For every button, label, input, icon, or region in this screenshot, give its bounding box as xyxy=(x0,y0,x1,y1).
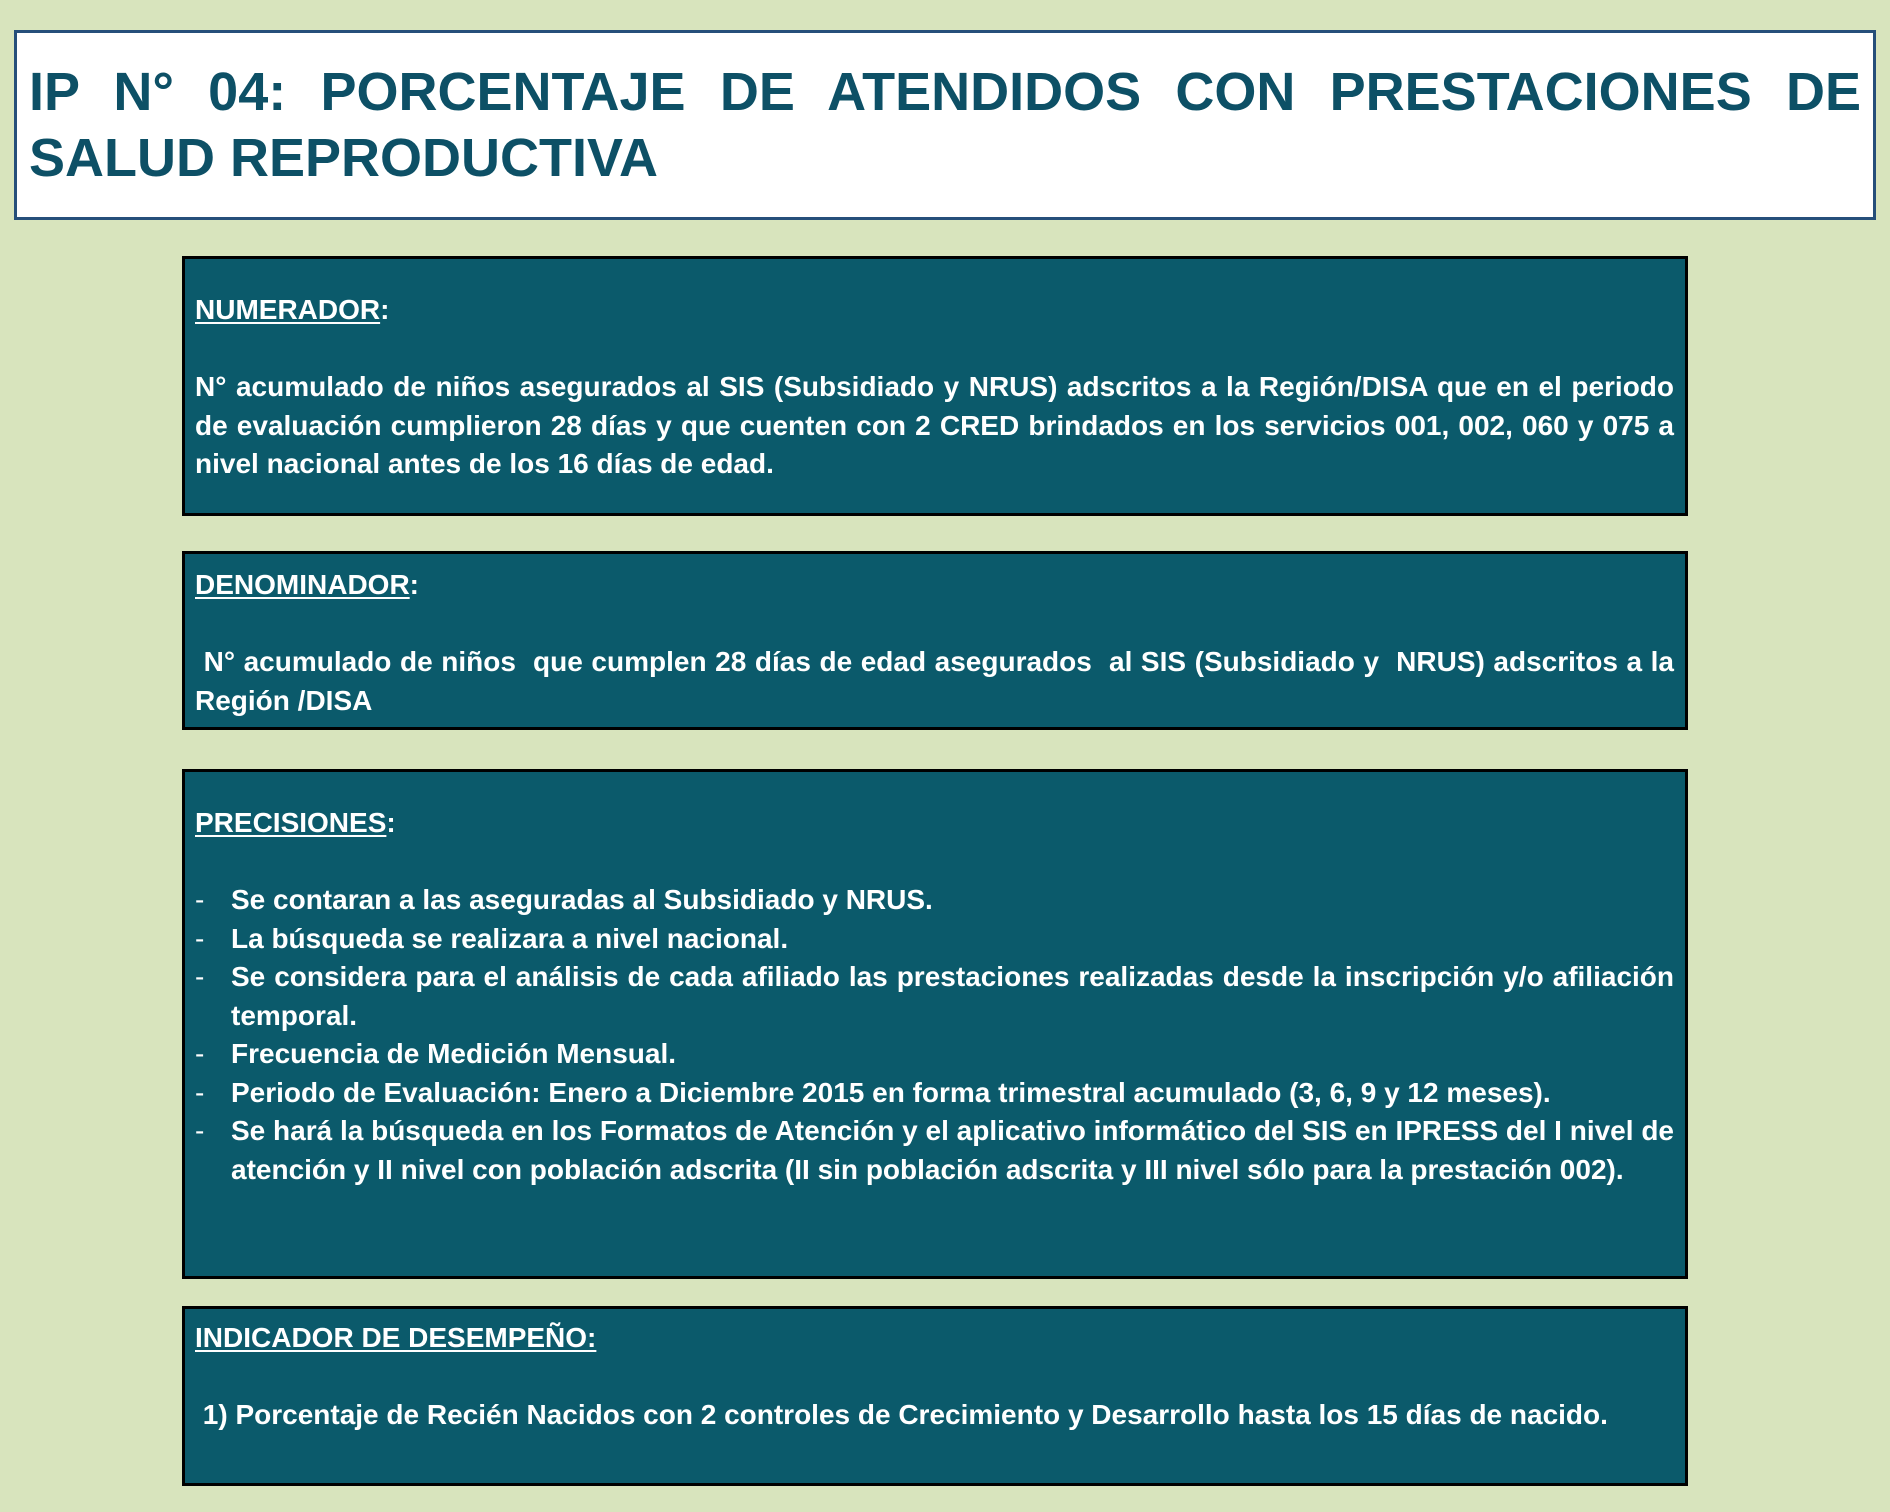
list-item xyxy=(195,958,1674,1035)
bullet-dash: - xyxy=(195,961,205,992)
precisiones-list xyxy=(195,881,1674,1189)
precisiones-heading: PRECISIONES xyxy=(195,807,387,838)
list-item xyxy=(195,920,1674,959)
list-item xyxy=(195,1074,1674,1113)
indicador-body: 1) Porcentaje de Recién Nacidos con 2 controles de Crecimiento y Desarrollo hasta los 15 días de nacido. xyxy=(195,1399,1608,1430)
list-item xyxy=(195,881,1674,920)
bullet-dash: - xyxy=(195,1115,205,1146)
bullet-dash: - xyxy=(195,884,205,915)
list-item-text: La búsqueda se realizara a nivel nacional. xyxy=(231,922,789,954)
precisiones-heading-line xyxy=(195,804,1674,843)
denominador-body: N° acumulado de niños que cumplen 28 días de edad asegurados al SIS (Subsidiado y NRUS) adscritos a la Región /DISA xyxy=(195,646,1682,716)
bullet-dash: - xyxy=(195,1038,205,1069)
numerador-heading-line xyxy=(195,291,1674,330)
precisiones-panel xyxy=(182,769,1688,1279)
denominador-heading: DENOMINADOR xyxy=(195,569,410,600)
indicador-panel xyxy=(182,1306,1688,1486)
list-item-text: Periodo de Evaluación: Enero a Diciembre 2015 en forma trimestral acumulado (3, 6, 9 y 12 meses). xyxy=(231,1076,1551,1108)
denominador-panel xyxy=(182,551,1688,730)
list-item xyxy=(195,1112,1674,1189)
indicador-heading-line xyxy=(195,1319,1674,1358)
list-item-text: Se contaran a las aseguradas al Subsidiado y NRUS. xyxy=(231,884,933,915)
numerador-colon: : xyxy=(380,294,390,325)
denominador-heading-line xyxy=(195,566,1674,605)
numerador-panel xyxy=(182,256,1688,516)
numerador-heading: NUMERADOR xyxy=(195,294,381,325)
bullet-dash: - xyxy=(195,1076,205,1108)
bullet-dash: - xyxy=(195,922,205,954)
list-item-text: Se hará la búsqueda en los Formatos de Atención y el aplicativo informático del SIS en IPRESS del I nivel de atención y II nivel con población adscrita (II sin población adscrita y III nivel sólo para la prestación 002). xyxy=(231,1115,1674,1185)
precisiones-colon: : xyxy=(386,807,396,838)
denominador-colon: : xyxy=(409,569,419,600)
slide-title: IP N° 04: PORCENTAJE DE ATENDIDOS CON PRESTACIONES DE SALUD REPRODUCTIVA xyxy=(29,62,1861,188)
list-item-text: Frecuencia de Medición Mensual. xyxy=(231,1038,677,1069)
list-item-text: Se considera para el análisis de cada afiliado las prestaciones realizadas desde la inscripción y/o afiliación temporal. xyxy=(231,961,1674,1031)
indicador-heading: INDICADOR DE DESEMPEÑO: xyxy=(195,1322,597,1353)
numerador-body: N° acumulado de niños asegurados al SIS (Subsidiado y NRUS) adscritos a la Región/DISA que en el periodo de evaluación cumplieron 28 días y que cuenten con 2 CRED brindados en los servicios 001, 002, 060 y 075 a nivel nacional antes de los 16 días de edad. xyxy=(195,371,1674,479)
list-item xyxy=(195,1035,1674,1074)
title-box xyxy=(14,30,1876,220)
